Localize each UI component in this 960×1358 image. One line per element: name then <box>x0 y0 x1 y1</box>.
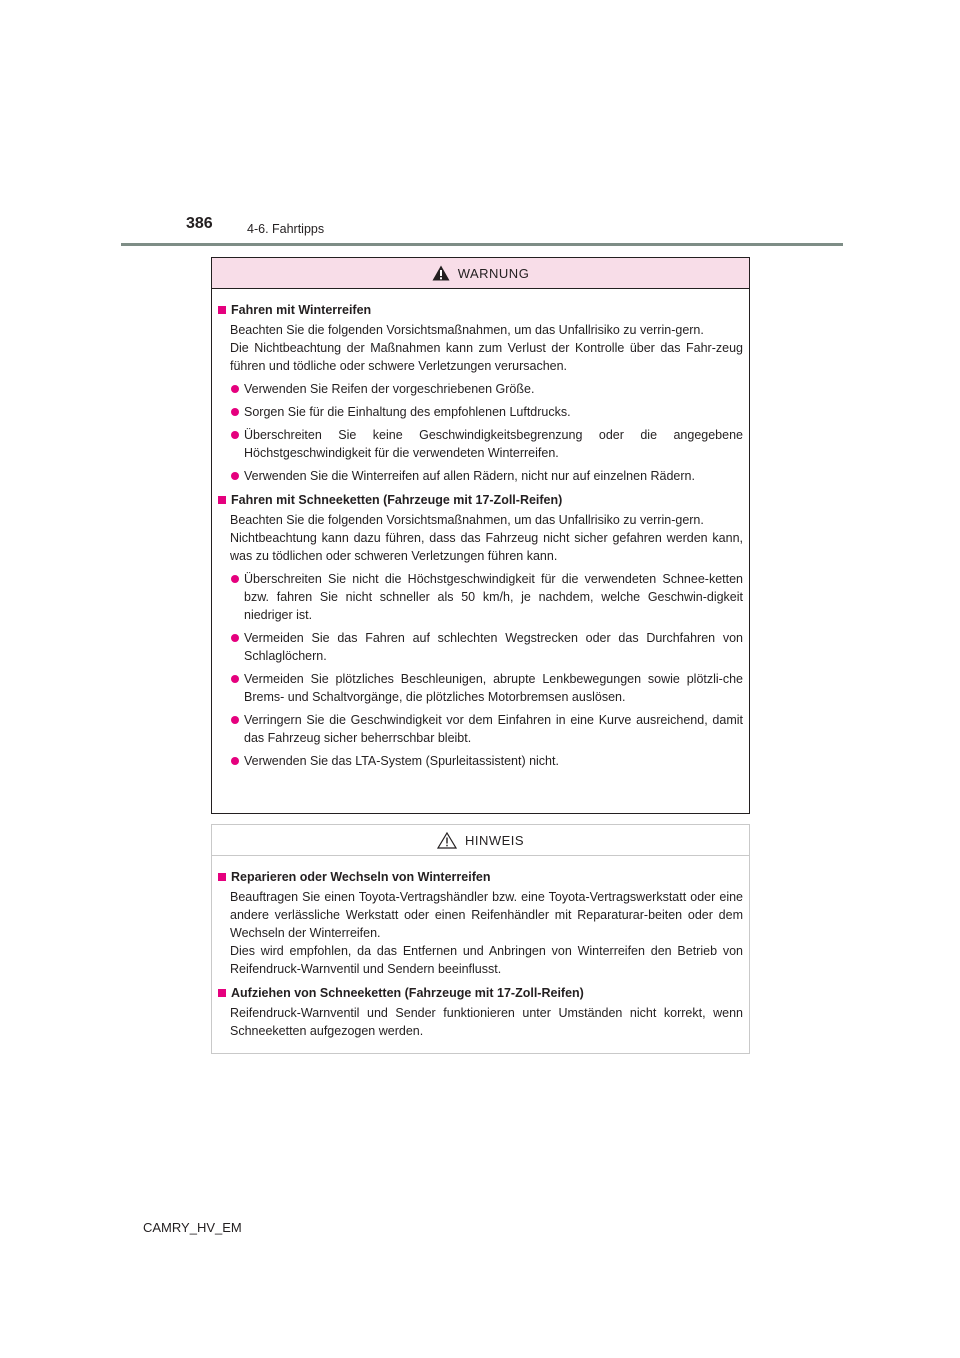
warning-title: WARNUNG <box>457 265 530 281</box>
list-item: Vermeiden Sie das Fahren auf schlechten Wegstrecken oder das Durchfahren von Schlaglöchern. <box>231 629 743 665</box>
list-item: Verringern Sie die Geschwindigkeit vor dem Einfahren in eine Kurve ausreichend, damit das Fahrzeug sicher beherrschbar bleibt. <box>231 711 743 747</box>
warning-header <box>212 258 749 289</box>
round-bullet-icon <box>231 634 239 642</box>
list-item: Vermeiden Sie plötzliches Beschleunigen, abrupte Lenkbewegungen sowie plötzli-che Brems- und Schaltvorgänge, die plötzliches Motorbremsen auslösen. <box>231 670 743 706</box>
document-code: CAMRY_HV_EM <box>143 1220 242 1235</box>
notice-title: HINWEIS <box>464 832 525 848</box>
list-item: Verwenden Sie die Winterreifen auf allen Rädern, nicht nur auf einzelnen Rädern. <box>231 467 743 485</box>
paragraph: Beauftragen Sie einen Toyota-Vertragshändler bzw. eine Toyota-Vertragswerkstatt oder eine andere verlässliche Werkstatt oder einen Reifenhändler mit Reparaturar-beiten oder dem Wechseln der Winterreifen. <box>230 890 743 940</box>
list-item: Sorgen Sie für die Einhaltung des empfohlenen Luftdrucks. <box>231 403 743 421</box>
paragraph: Reifendruck-Warnventil und Sender funktionieren unter Umständen nicht korrekt, wenn Schneeketten aufgezogen werden. <box>230 1006 743 1038</box>
round-bullet-icon <box>231 408 239 416</box>
round-bullet-icon <box>231 575 239 583</box>
notice-triangle-icon <box>437 832 457 849</box>
notice-body <box>212 856 749 1040</box>
square-bullet-icon <box>218 306 226 314</box>
paragraph: Beachten Sie die folgenden Vorsichtsmaßnahmen, um das Unfallrisiko zu verrin-gern. <box>230 323 704 337</box>
section-heading: Reparieren oder Wechseln von Winterreifen <box>217 868 743 886</box>
header-rule <box>121 243 843 246</box>
list-item: Verwenden Sie das LTA-System (Spurleitassistent) nicht. <box>231 752 743 770</box>
round-bullet-icon <box>231 716 239 724</box>
warning-triangle-icon <box>432 265 450 281</box>
notice-header <box>212 825 749 856</box>
list-item: Überschreiten Sie keine Geschwindigkeitsbegrenzung oder die angegebene Höchstgeschwindigkeit für die verwendeten Winterreifen. <box>231 426 743 462</box>
section-title: 4-6. Fahrtipps <box>247 222 325 236</box>
round-bullet-icon <box>231 675 239 683</box>
round-bullet-icon <box>231 385 239 393</box>
round-bullet-icon <box>231 757 239 765</box>
page-header <box>0 0 960 250</box>
round-bullet-icon <box>231 472 239 480</box>
page-number: 386 <box>186 215 213 232</box>
warning-box <box>211 257 750 814</box>
round-bullet-icon <box>231 431 239 439</box>
paragraph: Beachten Sie die folgenden Vorsichtsmaßnahmen, um das Unfallrisiko zu verrin-gern. <box>230 513 704 527</box>
list-item: Überschreiten Sie nicht die Höchstgeschwindigkeit für die verwendeten Schnee-ketten bzw. fahren Sie nicht schneller als 50 km/h, je nachdem, welche Geschwin-digkeit niedriger ist. <box>231 570 743 624</box>
paragraph: Nichtbeachtung kann dazu führen, dass das Fahrzeug nicht sicher gefahren werden kann, was zu tödlichen oder schweren Verletzungen führen kann. <box>230 531 743 563</box>
square-bullet-icon <box>218 496 226 504</box>
warning-body <box>212 289 749 770</box>
paragraph: Die Nichtbeachtung der Maßnahmen kann zum Verlust der Kontrolle über das Fahr-zeug führen und tödliche oder schwere Verletzungen verursachen. <box>230 341 743 373</box>
list-item: Verwenden Sie Reifen der vorgeschriebenen Größe. <box>231 380 743 398</box>
square-bullet-icon <box>218 989 226 997</box>
section-heading: Aufziehen von Schneeketten (Fahrzeuge mit 17-Zoll-Reifen) <box>217 984 743 1002</box>
section-heading: Fahren mit Schneeketten (Fahrzeuge mit 17-Zoll-Reifen) <box>217 491 743 509</box>
paragraph: Dies wird empfohlen, da das Entfernen und Anbringen von Winterreifen den Betrieb von Reifendruck-Warnventil und Sendern beeinflusst. <box>230 944 743 976</box>
square-bullet-icon <box>218 873 226 881</box>
section-heading: Fahren mit Winterreifen <box>217 301 743 319</box>
notice-box <box>211 824 750 1054</box>
